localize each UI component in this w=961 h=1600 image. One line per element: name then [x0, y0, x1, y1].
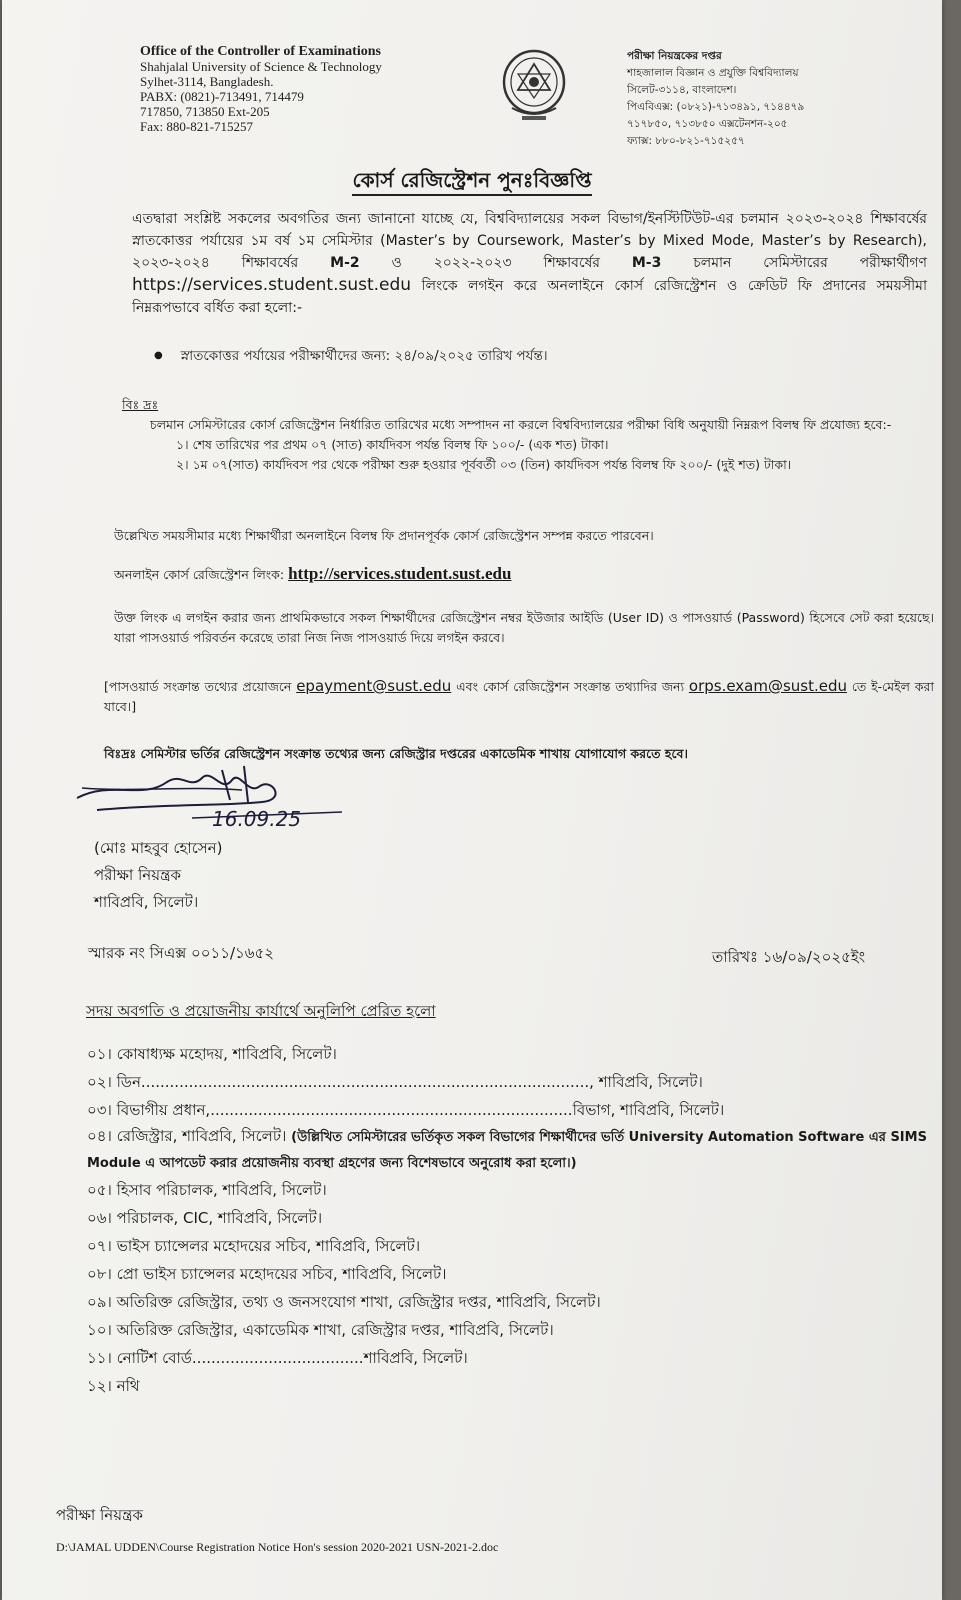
pabx-en: PABX: (0821)-713491, 714479 — [140, 89, 304, 104]
copy-item: ০১। কোষাধ্যক্ষ মহোদয়, শাবিপ্রবি, সিলেট। — [87, 1045, 337, 1063]
signatory-org: শাবিপ্রবি, সিলেট। — [94, 893, 199, 911]
header-bangla — [627, 48, 804, 150]
copy-item-registrar: ০৪। রেজিস্ট্রার, শাবিপ্রবি, সিলেট। (উল্লিখিত সেমিস্টারের ভর্তিকৃত সকল বিভাগের শিক্ষার্থীদের ভর্তি University Automation Software এর SIMS Module এ আপডেট করার প্রয়োজনীয় ব্যবস্থা গ্রহণের জন্য বিশেষভাবে অনুরোধ করা হলো।) — [87, 1127, 927, 1171]
registration-link-line — [114, 563, 909, 586]
ext-bn: ৭১৭৮৫০, ৭১৩৮৫০ এক্সটেনশন-২০৫ — [627, 118, 788, 130]
address-en: Sylhet-3114, Bangladesh. — [140, 74, 274, 89]
copy-item: ০২। ডিন.............................................................................................., শাবিপ্রবি, সিলেট। — [87, 1073, 703, 1091]
copy-item: ০৫। হিসাব পরিচালক, শাবিপ্রবি, সিলেট। — [87, 1181, 327, 1199]
memo-number: স্মারক নং সিএক্স ০০১১/১৬৫২ — [88, 944, 275, 962]
nb-text: চলমান সেমিস্টারের কোর্স রেজিস্ট্রেশন নির্ধারিত তারিখের মধ্যে সম্পাদন না করলে বিশ্ববিদ্যালয়ের পরীক্ষা বিধি অনুযায়ী নিম্নরূপ বিলম্ব ফি প্রযোজ্য হবে:- — [150, 417, 892, 432]
university-name-en: Shahjalal University of Science & Technology — [140, 59, 382, 74]
signature-date: 16.09.25 — [212, 807, 302, 831]
email-orps[interactable]: orps.exam@sust.edu — [688, 677, 848, 695]
bottom-signatory: পরীক্ষা নিয়ন্ত্রক — [56, 1506, 143, 1524]
copy-item: ০৬। পরিচালক, CIC, শাবিপ্রবি, সিলেট। — [87, 1209, 323, 1227]
header-english — [140, 44, 382, 134]
signatory-designation: পরীক্ষা নিয়ন্ত্রক — [94, 866, 181, 884]
notice-title: কোর্স রেজিস্ট্রেশন পুনঃবিজ্ঞপ্তি — [2, 166, 942, 199]
ext-en: 717850, 713850 Ext-205 — [140, 104, 270, 119]
copy-item: ১১। নোটিশ বোর্ড....................................শাবিপ্রবি, সিলেট। — [87, 1349, 468, 1367]
university-seal-logo — [498, 46, 570, 126]
m2-label: M-2 — [330, 255, 360, 271]
file-path-footer: D:\JAMAL UDDEN\Course Registration Notice Hon's session 2020-2021 USN-2021-2.doc — [56, 1540, 499, 1554]
m3-label: M-3 — [631, 255, 662, 271]
notice-date: তারিখঃ ১৬/০৯/২০২৫ইং — [712, 948, 866, 966]
university-name-bn: শাহজালাল বিজ্ঞান ও প্রযুক্তি বিশ্ববিদ্যালয় — [627, 67, 799, 79]
copy-item: ১২। নথি — [87, 1377, 140, 1395]
copy-item: ০৮। প্রো ভাইস চ্যান্সেলর মহোদয়ের সচিব, শাবিপ্রবি, সিলেট। — [87, 1265, 447, 1283]
fax-bn: ফ্যাক্স: ৮৮০-৮২১-৭১৫২৫৭ — [627, 135, 745, 147]
address-bn: সিলেট-৩১১৪, বাংলাদেশ। — [627, 84, 737, 96]
login-info: উক্ত লিংক এ লগইন করার জন্য প্রাথমিকভাবে সকল শিক্ষার্থীদের রেজিস্ট্রেশন নম্বর ইউজার আইডি (User ID) ও পাসওয়ার্ড (Password) হিসেবে সেট করা হয়েছে। যারা পাসওয়ার্ড পরিবর্তন করেছে তারা নিজ নিজ পাসওয়ার্ড দিয়ে লগইন করবে। — [114, 610, 934, 645]
signatory-name: (মোঃ মাহবুব হোসেন) — [94, 839, 223, 857]
fax-en: Fax: 880-821-715257 — [140, 119, 254, 134]
copy-heading: সদয় অবগতি ও প্রয়োজনীয় কার্যার্থে অনুলিপি প্রেরিত হলো — [86, 1002, 436, 1020]
copy-item: ০৯। অতিরিক্ত রেজিস্ট্রার, তথ্য ও জনসংযোগ শাখা, রেজিস্ট্রার দপ্তর, শাবিপ্রবি, সিলেট। — [87, 1293, 601, 1311]
office-title-bn: পরীক্ষা নিয়ন্ত্রকের দপ্তর — [627, 50, 722, 62]
copy-list-bottom — [87, 1176, 932, 1400]
office-title-en: Office of the Controller of Examinations — [140, 44, 381, 59]
registration-link[interactable]: http://services.student.sust.edu — [288, 564, 512, 583]
deadline-bullet: ● স্নাতকোত্তর পর্যায়ের পরীক্ষার্থীদের জন্য: ২৪/০৯/২০২৫ তারিখ পর্যন্ত। — [154, 345, 548, 368]
late-fee-section — [122, 395, 927, 475]
notice-page — [2, 0, 942, 1600]
registrar-note: বিঃদ্রঃ সেমিস্টার ভর্তির রেজিস্ট্রেশন সংক্রান্ত তথ্যের জন্য রেজিস্ট্রার দপ্তরের একাডেমিক শাখায় যোগাযোগ করতে হবে। — [104, 746, 688, 761]
nb-label: বিঃ দ্রঃ — [122, 397, 159, 412]
fee-item-2: ২। ১ম ০৭(সাত) কার্যদিবস পর থেকে পরীক্ষা শুরু হওয়ার পূর্ববর্তী ০৩ (তিন) কার্যদিবস পর্যন্ত বিলম্ব ফি ২০০/- (দুই শত) টাকা। — [176, 457, 792, 472]
copy-list-top — [87, 1040, 932, 1124]
copy-item: ০৩। বিভাগীয় প্রধান,............................................................................বিভাগ, শাবিপ্রবি, সিলেট। — [87, 1101, 725, 1119]
email-info: [পাসওয়ার্ড সংক্রান্ত তথ্যের প্রয়োজনে epayment@sust.edu এবং কোর্স রেজিস্ট্রেশন সংক্রান্ত তথ্যাদির জন্য orps.exam@sust.edu তে ই-মেইল করা যাবে।] — [104, 677, 934, 714]
signatory-block — [94, 835, 222, 916]
copy-item: ০৭। ভাইস চ্যান্সেলর মহোদয়ের সচিব, শাবিপ্রবি, সিলেট। — [87, 1237, 421, 1255]
link-label: অনলাইন কোর্স রেজিস্ট্রেশন লিংক: — [114, 567, 289, 582]
paragraph-extension: এতদ্বারা সংশ্লিষ্ট সকলের অবগতির জন্য জানানো যাচ্ছে যে, বিশ্ববিদ্যালয়ের সকল বিভাগ/ইনস্টিটিউট-এর চলমান ২০২৩-২০২৪ শিক্ষাবর্ষের স্নাতকোত্তর পর্যায়ের ১ম বর্ষ ১ম সেমিস্টার (Master’s by Coursework, Master’s by Mixed Mode, Master’s by Research), ২০২৩-২০২৪ শিক্ষাবর্ষের M-2 ও ২০২২-২০২৩ শিক্ষাবর্ষের M-3 চলমান সেমিস্টারের পরীক্ষার্থীগণ https://services.student.sust.edu লিংকে লগইন করে অনলাইনে কোর্স রেজিস্ট্রেশন ও ক্রেডিট ফি প্রদানের সময়সীমা নিম্নরূপভাবে বর্ধিত করা হলো:- — [132, 211, 927, 316]
email-epayment[interactable]: epayment@sust.edu — [296, 677, 452, 695]
copy-item: ১০। অতিরিক্ত রেজিস্ট্রার, একাডেমিক শাখা, রেজিস্ট্রার দপ্তর, শাবিপ্রবি, সিলেট। — [87, 1321, 554, 1339]
fee-item-1: ১। শেষ তারিখের পর প্রথম ০৭ (সাত) কার্যদিবস পর্যন্ত বিলম্ব ফি ১০০/- (এক শত) টাকা। — [176, 437, 609, 452]
late-fee-note: উল্লেখিত সময়সীমার মধ্যে শিক্ষার্থীরা অনলাইনে বিলম্ব ফি প্রদানপূর্বক কোর্স রেজিস্ট্রেশন সম্পন্ন করতে পারবেন। — [114, 528, 654, 543]
pabx-bn: পিএবিএক্স: (০৮২১)-৭১৩৪৯১, ৭১৪৪৭৯ — [627, 101, 805, 113]
services-link[interactable]: https://services.student.sust.edu — [132, 275, 412, 295]
